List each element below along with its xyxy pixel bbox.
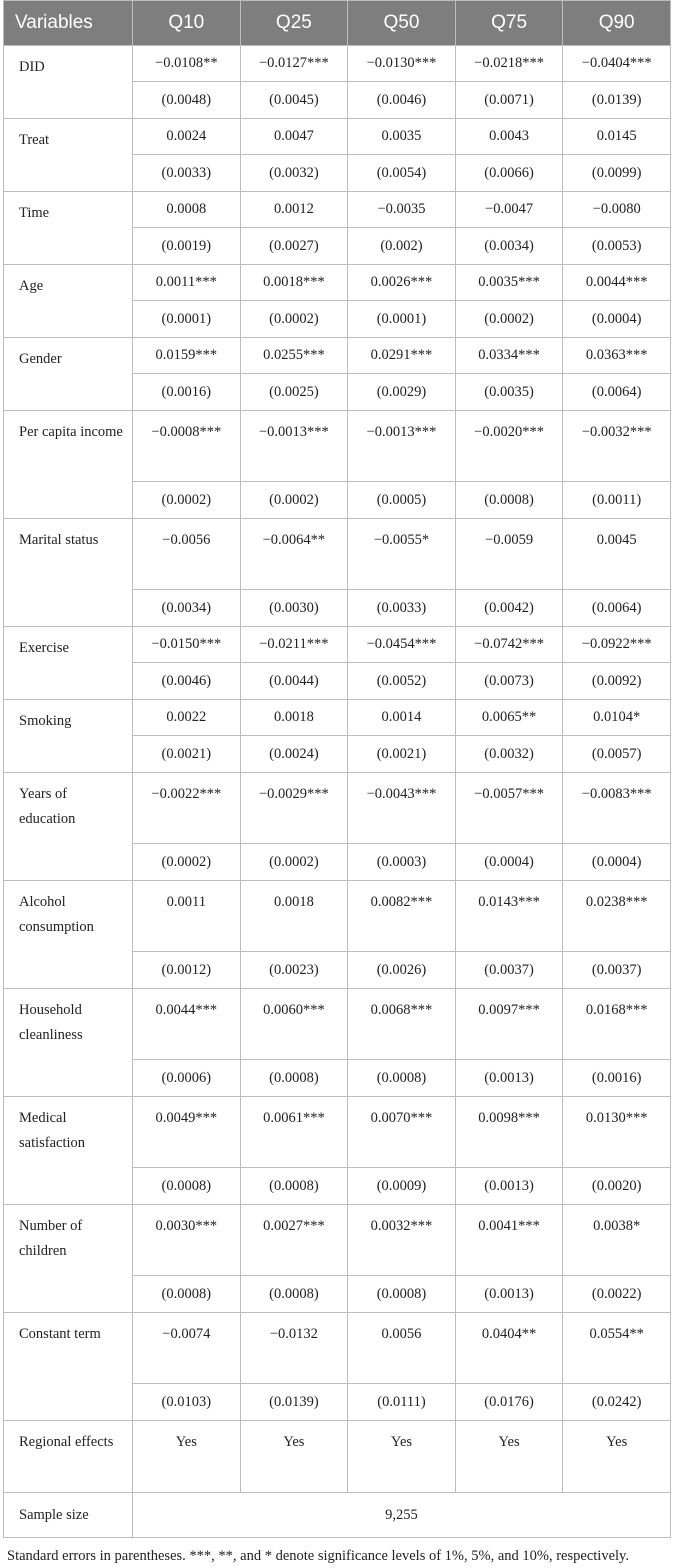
coefficient-cell: 0.0047 bbox=[240, 119, 348, 155]
regional-effects-cell: Yes bbox=[133, 1421, 241, 1493]
std-error-cell: (0.0103) bbox=[133, 1384, 241, 1421]
coefficient-cell: −0.0218*** bbox=[455, 46, 563, 82]
variable-label: DID bbox=[4, 46, 133, 119]
coefficient-cell: 0.0018 bbox=[240, 881, 348, 952]
std-error-cell: (0.0002) bbox=[455, 301, 563, 338]
coefficient-cell: −0.0454*** bbox=[348, 627, 456, 663]
regional-effects-cell: Yes bbox=[240, 1421, 348, 1493]
coefficient-cell: −0.0055* bbox=[348, 519, 456, 590]
std-error-cell: (0.0016) bbox=[133, 374, 241, 411]
std-error-cell: (0.0242) bbox=[563, 1384, 671, 1421]
coefficient-cell: 0.0104* bbox=[563, 700, 671, 736]
coefficient-cell: 0.0143*** bbox=[455, 881, 563, 952]
table-row bbox=[4, 700, 671, 736]
std-error-cell: (0.0008) bbox=[240, 1060, 348, 1097]
coefficient-cell: 0.0045 bbox=[563, 519, 671, 590]
regional-effects-cell: Yes bbox=[455, 1421, 563, 1493]
coefficient-cell: −0.0074 bbox=[133, 1313, 241, 1384]
coefficient-cell: −0.0029*** bbox=[240, 773, 348, 844]
coefficient-cell: −0.0057*** bbox=[455, 773, 563, 844]
coefficient-cell: 0.0027*** bbox=[240, 1205, 348, 1276]
std-error-cell: (0.0008) bbox=[240, 1168, 348, 1205]
coefficient-cell: −0.0032*** bbox=[563, 411, 671, 482]
coefficient-cell: 0.0098*** bbox=[455, 1097, 563, 1168]
std-error-cell: (0.0054) bbox=[348, 155, 456, 192]
regional-effects-cell: Yes bbox=[348, 1421, 456, 1493]
coefficient-cell: 0.0012 bbox=[240, 192, 348, 228]
coefficient-cell: 0.0255*** bbox=[240, 338, 348, 374]
coefficient-cell: −0.0056 bbox=[133, 519, 241, 590]
std-error-cell: (0.0048) bbox=[133, 82, 241, 119]
coefficient-cell: 0.0011 bbox=[133, 881, 241, 952]
std-error-cell: (0.0001) bbox=[133, 301, 241, 338]
variable-label: Alcohol consumption bbox=[4, 881, 133, 989]
std-error-cell: (0.0002) bbox=[133, 844, 241, 881]
std-error-cell: (0.0111) bbox=[348, 1384, 456, 1421]
std-error-cell: (0.0002) bbox=[240, 301, 348, 338]
variable-label: Smoking bbox=[4, 700, 133, 773]
header-q90: Q90 bbox=[563, 1, 671, 46]
table-row bbox=[4, 519, 671, 590]
table-row bbox=[4, 1313, 671, 1384]
table-body bbox=[4, 46, 671, 1538]
coefficient-cell: 0.0038* bbox=[563, 1205, 671, 1276]
std-error-cell: (0.0020) bbox=[563, 1168, 671, 1205]
coefficient-cell: −0.0108** bbox=[133, 46, 241, 82]
coefficient-cell: 0.0068*** bbox=[348, 989, 456, 1060]
std-error-cell: (0.0027) bbox=[240, 228, 348, 265]
variable-label: Medical satisfaction bbox=[4, 1097, 133, 1205]
coefficient-cell: 0.0044*** bbox=[133, 989, 241, 1060]
std-error-cell: (0.0037) bbox=[563, 952, 671, 989]
coefficient-cell: 0.0159*** bbox=[133, 338, 241, 374]
std-error-cell: (0.0044) bbox=[240, 663, 348, 700]
std-error-cell: (0.0046) bbox=[348, 82, 456, 119]
regional-effects-label: Regional effects bbox=[4, 1421, 133, 1493]
std-error-cell: (0.0064) bbox=[563, 374, 671, 411]
std-error-cell: (0.0013) bbox=[455, 1060, 563, 1097]
header-q75: Q75 bbox=[455, 1, 563, 46]
coefficient-cell: 0.0130*** bbox=[563, 1097, 671, 1168]
std-error-cell: (0.0009) bbox=[348, 1168, 456, 1205]
coefficient-cell: 0.0022 bbox=[133, 700, 241, 736]
std-error-cell: (0.0034) bbox=[133, 590, 241, 627]
std-error-cell: (0.002) bbox=[348, 228, 456, 265]
coefficient-cell: −0.0080 bbox=[563, 192, 671, 228]
std-error-cell: (0.0008) bbox=[240, 1276, 348, 1313]
coefficient-cell: 0.0024 bbox=[133, 119, 241, 155]
coefficient-cell: 0.0060*** bbox=[240, 989, 348, 1060]
coefficient-cell: −0.0127*** bbox=[240, 46, 348, 82]
std-error-cell: (0.0026) bbox=[348, 952, 456, 989]
std-error-cell: (0.0003) bbox=[348, 844, 456, 881]
coefficient-cell: 0.0168*** bbox=[563, 989, 671, 1060]
table-footnote: Standard errors in parentheses. ***, **, and * denote significance levels of 1%, 5%, and 10%, respectively. bbox=[7, 1548, 629, 1564]
coefficient-cell: −0.0047 bbox=[455, 192, 563, 228]
std-error-cell: (0.0052) bbox=[348, 663, 456, 700]
table-row bbox=[4, 119, 671, 155]
table-row bbox=[4, 1097, 671, 1168]
regression-table bbox=[3, 0, 671, 1538]
table-row bbox=[4, 411, 671, 482]
variable-label: Treat bbox=[4, 119, 133, 192]
header-q25: Q25 bbox=[240, 1, 348, 46]
std-error-cell: (0.0057) bbox=[563, 736, 671, 773]
std-error-cell: (0.0008) bbox=[133, 1276, 241, 1313]
std-error-cell: (0.0024) bbox=[240, 736, 348, 773]
std-error-cell: (0.0004) bbox=[563, 844, 671, 881]
std-error-cell: (0.0001) bbox=[348, 301, 456, 338]
std-error-cell: (0.0030) bbox=[240, 590, 348, 627]
std-error-cell: (0.0023) bbox=[240, 952, 348, 989]
coefficient-cell: 0.0291*** bbox=[348, 338, 456, 374]
coefficient-cell: 0.0044*** bbox=[563, 265, 671, 301]
coefficient-cell: 0.0070*** bbox=[348, 1097, 456, 1168]
coefficient-cell: −0.0043*** bbox=[348, 773, 456, 844]
table-row bbox=[4, 338, 671, 374]
std-error-cell: (0.0032) bbox=[240, 155, 348, 192]
variable-label: Household cleanliness bbox=[4, 989, 133, 1097]
coefficient-cell: −0.0013*** bbox=[240, 411, 348, 482]
variable-label: Time bbox=[4, 192, 133, 265]
coefficient-cell: 0.0018 bbox=[240, 700, 348, 736]
std-error-cell: (0.0008) bbox=[455, 482, 563, 519]
std-error-cell: (0.0092) bbox=[563, 663, 671, 700]
variable-label: Number of children bbox=[4, 1205, 133, 1313]
table-row bbox=[4, 46, 671, 82]
header-variables: Variables bbox=[4, 1, 133, 46]
variable-label: Age bbox=[4, 265, 133, 338]
coefficient-cell: −0.0404*** bbox=[563, 46, 671, 82]
std-error-cell: (0.0073) bbox=[455, 663, 563, 700]
coefficient-cell: −0.0013*** bbox=[348, 411, 456, 482]
std-error-cell: (0.0002) bbox=[133, 482, 241, 519]
std-error-cell: (0.0071) bbox=[455, 82, 563, 119]
coefficient-cell: 0.0008 bbox=[133, 192, 241, 228]
coefficient-cell: 0.0041*** bbox=[455, 1205, 563, 1276]
std-error-cell: (0.0008) bbox=[133, 1168, 241, 1205]
coefficient-cell: 0.0011*** bbox=[133, 265, 241, 301]
std-error-cell: (0.0045) bbox=[240, 82, 348, 119]
coefficient-cell: −0.0064** bbox=[240, 519, 348, 590]
coefficient-cell: 0.0238*** bbox=[563, 881, 671, 952]
table-row bbox=[4, 881, 671, 952]
coefficient-cell: −0.0742*** bbox=[455, 627, 563, 663]
std-error-cell: (0.0013) bbox=[455, 1168, 563, 1205]
coefficient-cell: −0.0008*** bbox=[133, 411, 241, 482]
variable-label: Gender bbox=[4, 338, 133, 411]
std-error-cell: (0.0029) bbox=[348, 374, 456, 411]
coefficient-cell: −0.0150*** bbox=[133, 627, 241, 663]
std-error-cell: (0.0019) bbox=[133, 228, 241, 265]
coefficient-cell: −0.0020*** bbox=[455, 411, 563, 482]
table-header bbox=[4, 1, 671, 46]
coefficient-cell: −0.0922*** bbox=[563, 627, 671, 663]
std-error-cell: (0.0013) bbox=[455, 1276, 563, 1313]
coefficient-cell: 0.0018*** bbox=[240, 265, 348, 301]
std-error-cell: (0.0004) bbox=[563, 301, 671, 338]
table-row bbox=[4, 627, 671, 663]
std-error-cell: (0.0004) bbox=[455, 844, 563, 881]
table-row bbox=[4, 1205, 671, 1276]
std-error-cell: (0.0035) bbox=[455, 374, 563, 411]
std-error-cell: (0.0053) bbox=[563, 228, 671, 265]
std-error-cell: (0.0139) bbox=[563, 82, 671, 119]
std-error-cell: (0.0025) bbox=[240, 374, 348, 411]
std-error-cell: (0.0066) bbox=[455, 155, 563, 192]
regional-effects-row bbox=[4, 1421, 671, 1493]
coefficient-cell: 0.0030*** bbox=[133, 1205, 241, 1276]
std-error-cell: (0.0022) bbox=[563, 1276, 671, 1313]
std-error-cell: (0.0033) bbox=[133, 155, 241, 192]
header-q10: Q10 bbox=[133, 1, 241, 46]
coefficient-cell: −0.0132 bbox=[240, 1313, 348, 1384]
coefficient-cell: 0.0035 bbox=[348, 119, 456, 155]
header-row bbox=[4, 1, 671, 46]
std-error-cell: (0.0176) bbox=[455, 1384, 563, 1421]
std-error-cell: (0.0008) bbox=[348, 1276, 456, 1313]
coefficient-cell: −0.0130*** bbox=[348, 46, 456, 82]
sample-size-value: 9,255 bbox=[133, 1493, 671, 1538]
coefficient-cell: 0.0014 bbox=[348, 700, 456, 736]
variable-label: Constant term bbox=[4, 1313, 133, 1421]
coefficient-cell: 0.0065** bbox=[455, 700, 563, 736]
variable-label: Per capita income bbox=[4, 411, 133, 519]
coefficient-cell: 0.0145 bbox=[563, 119, 671, 155]
std-error-cell: (0.0033) bbox=[348, 590, 456, 627]
coefficient-cell: −0.0083*** bbox=[563, 773, 671, 844]
header-q50: Q50 bbox=[348, 1, 456, 46]
std-error-cell: (0.0006) bbox=[133, 1060, 241, 1097]
coefficient-cell: 0.0404** bbox=[455, 1313, 563, 1384]
std-error-cell: (0.0011) bbox=[563, 482, 671, 519]
std-error-cell: (0.0037) bbox=[455, 952, 563, 989]
coefficient-cell: 0.0056 bbox=[348, 1313, 456, 1384]
coefficient-cell: 0.0026*** bbox=[348, 265, 456, 301]
std-error-cell: (0.0005) bbox=[348, 482, 456, 519]
std-error-cell: (0.0016) bbox=[563, 1060, 671, 1097]
std-error-cell: (0.0012) bbox=[133, 952, 241, 989]
sample-size-label: Sample size bbox=[4, 1493, 133, 1538]
std-error-cell: (0.0002) bbox=[240, 844, 348, 881]
coefficient-cell: 0.0032*** bbox=[348, 1205, 456, 1276]
coefficient-cell: −0.0035 bbox=[348, 192, 456, 228]
std-error-cell: (0.0034) bbox=[455, 228, 563, 265]
variable-label: Exercise bbox=[4, 627, 133, 700]
std-error-cell: (0.0064) bbox=[563, 590, 671, 627]
regional-effects-cell: Yes bbox=[563, 1421, 671, 1493]
std-error-cell: (0.0008) bbox=[348, 1060, 456, 1097]
table-row bbox=[4, 192, 671, 228]
coefficient-cell: −0.0211*** bbox=[240, 627, 348, 663]
std-error-cell: (0.0002) bbox=[240, 482, 348, 519]
coefficient-cell: 0.0334*** bbox=[455, 338, 563, 374]
std-error-cell: (0.0021) bbox=[348, 736, 456, 773]
std-error-cell: (0.0032) bbox=[455, 736, 563, 773]
variable-label: Marital status bbox=[4, 519, 133, 627]
coefficient-cell: 0.0043 bbox=[455, 119, 563, 155]
coefficient-cell: −0.0059 bbox=[455, 519, 563, 590]
coefficient-cell: 0.0554** bbox=[563, 1313, 671, 1384]
coefficient-cell: 0.0049*** bbox=[133, 1097, 241, 1168]
coefficient-cell: 0.0061*** bbox=[240, 1097, 348, 1168]
variable-label: Years of education bbox=[4, 773, 133, 881]
coefficient-cell: 0.0363*** bbox=[563, 338, 671, 374]
std-error-cell: (0.0042) bbox=[455, 590, 563, 627]
std-error-cell: (0.0046) bbox=[133, 663, 241, 700]
std-error-cell: (0.0021) bbox=[133, 736, 241, 773]
coefficient-cell: 0.0097*** bbox=[455, 989, 563, 1060]
coefficient-cell: −0.0022*** bbox=[133, 773, 241, 844]
table-row bbox=[4, 989, 671, 1060]
sample-size-row bbox=[4, 1493, 671, 1538]
table-row bbox=[4, 265, 671, 301]
coefficient-cell: 0.0035*** bbox=[455, 265, 563, 301]
table-row bbox=[4, 773, 671, 844]
std-error-cell: (0.0139) bbox=[240, 1384, 348, 1421]
coefficient-cell: 0.0082*** bbox=[348, 881, 456, 952]
std-error-cell: (0.0099) bbox=[563, 155, 671, 192]
